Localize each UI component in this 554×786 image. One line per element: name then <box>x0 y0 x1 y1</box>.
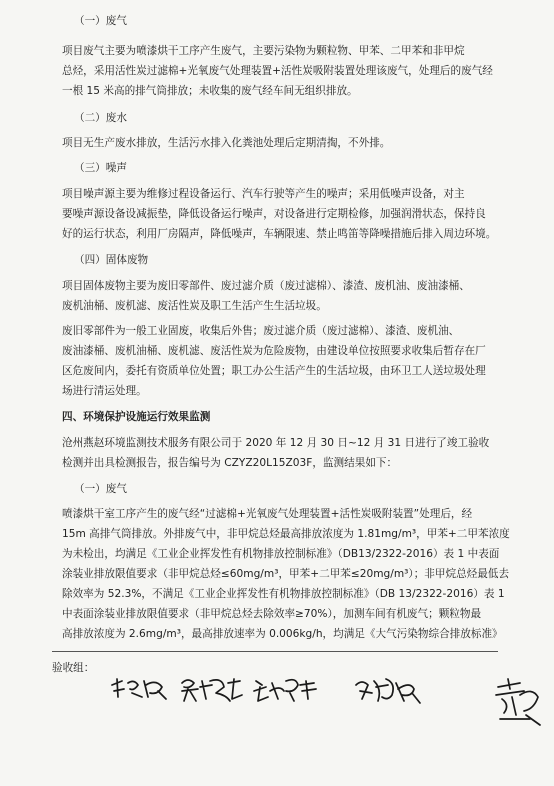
signature-4 <box>352 675 424 707</box>
text-line: 沧州燕赵环境监测技术服务有限公司于 2020 年 12 月 30 日~12 月 31 日进行了竣工验收 <box>62 437 490 449</box>
signature-2 <box>178 675 246 705</box>
text-line: 场进行清运处理。 <box>62 385 147 397</box>
text-line: 项目废气主要为喷漆烘干工序产生废气，主要污染物为颗粒物、甲苯、二甲苯和非甲烷 <box>62 45 465 57</box>
text-line: 涂装业排放限值要求（非甲烷总烃≤60mg/m³，甲苯+二甲苯≤20mg/m³）；非甲烷总烃最低去 <box>62 568 510 580</box>
text-line: 一根 15 米高的排气筒排放；未收集的废气经车间无组织排放。 <box>62 85 358 97</box>
signature-3 <box>250 675 320 705</box>
text-line: 喷漆烘干室工序产生的废气经“过滤棉+光氧废气处理装置+活性炭吸附装置”处理后，经 <box>62 508 473 520</box>
signature-5 <box>490 675 546 733</box>
text-line: 四、环境保护设施运行效果监测 <box>62 411 211 423</box>
text-line: 要噪声源设备设减振垫，降低设备运行噪声，对设备进行定期检修，加强润滑状态，保持良 <box>62 208 486 220</box>
text-line: （三）噪声 <box>74 162 127 174</box>
text-line: 好的运行状态，利用厂房隔声，降低噪声，车辆限速、禁止鸣笛等降噪措施后排入周边环境。 <box>62 228 497 240</box>
text-line: 项目噪声源主要为维修过程设备运行、汽车行驶等产生的噪声；采用低噪声设备，对主 <box>62 188 465 200</box>
text-line: 项目固体废物主要为废旧零部件、废过滤介质（废过滤棉）、漆渣、废机油、废油漆桶、 <box>62 280 470 292</box>
text-line: 废机油桶、废机滤、废活性炭及职工生活产生生活垃圾。 <box>62 300 327 312</box>
text-line: 中表面涂装业排放限值要求（非甲烷总烃去除效率≥70%），加测车间有机废气；颗粒物最 <box>62 608 482 620</box>
text-line: （二）废水 <box>74 112 127 124</box>
footer-divider <box>52 651 498 652</box>
text-line: 项目无生产废水排放，生活污水排入化粪池处理后定期清掏，不外排。 <box>62 137 391 149</box>
text-line: 高排放浓度为 2.6mg/m³，最高排放速率为 0.006kg/h，均满足《大气污染物综合排放标准》 <box>62 628 503 640</box>
text-line: 废旧零部件为一般工业固废，收集后外售；废过滤介质（废过滤棉）、漆渣、废机油、 <box>62 325 460 337</box>
acceptance-group-label: 验收组： <box>52 662 95 674</box>
text-line: 总烃，采用活性炭过滤棉+光氧废气处理装置+活性炭吸附装置处理该废气，处理后的废气经 <box>62 65 493 77</box>
text-line: （一）废气 <box>74 15 127 27</box>
text-line: 为未检出，均满足《工业企业挥发性有机物排放控制标准》（DB13/2322-2016）表 1 中表面 <box>62 548 500 560</box>
text-line: 除效率为 52.3%，不满足《工业企业挥发性有机物排放控制标准》（DB 13/2322-2016）表 1 <box>62 588 505 600</box>
text-line: 15m 高排气筒排放。外排废气中，非甲烷总烃最高排放浓度为 1.81mg/m³，甲苯+二甲苯浓度 <box>62 528 510 540</box>
text-line: 区危废间内，委托有资质单位处置；职工办公生活产生的生活垃圾，由环卫工人送垃圾处理 <box>62 365 486 377</box>
text-line: 废油漆桶、废机油桶、废机滤、废活性炭为危险废物，由建设单位按照要求收集后暂存在厂 <box>62 345 486 357</box>
text-line: （四）固体废物 <box>74 254 149 266</box>
signature-1 <box>108 675 170 705</box>
text-line: 检测并出具检测报告，报告编号为 CZYZ20L15Z03F，监测结果如下： <box>62 457 398 469</box>
text-line: （一）废气 <box>74 483 127 495</box>
